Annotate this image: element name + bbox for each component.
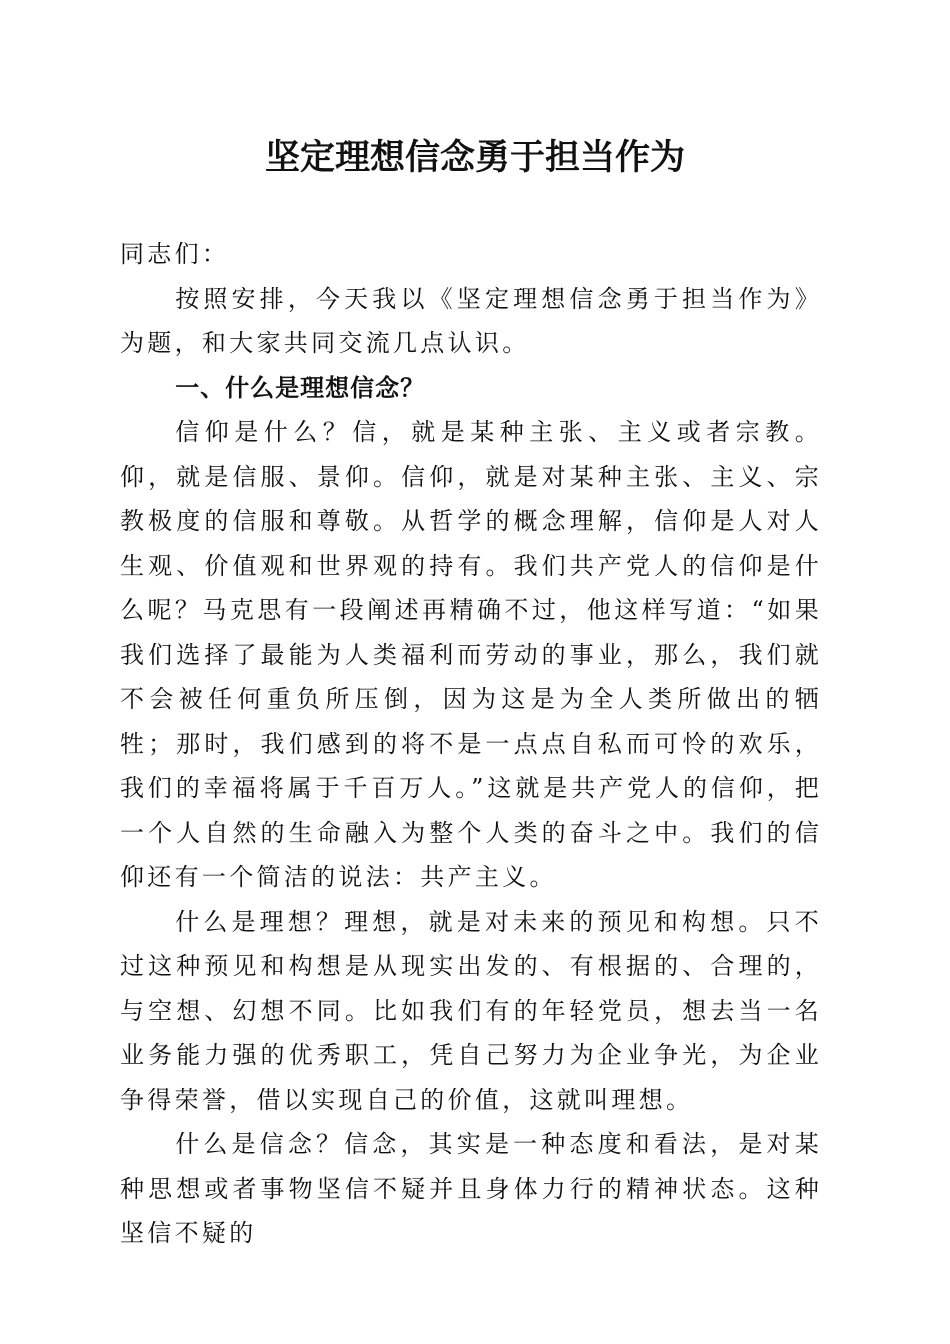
- faith-paragraph: 信仰是什么？信，就是某种主张、主义或者宗教。仰，就是信服、景仰。信仰，就是对某种主张、主义、宗教极度的信服和尊敬。从哲学的概念理解，信仰是人对人生观、价值观和世界观的持有。我们共产党人的信仰是什么呢？马克思有一段阐述再精确不过，他这样写道：“如果我们选择了最能为人类福利而劳动的事业，那么，我们就不会被任何重负所压倒，因为这是为全人类所做出的牺牲；那时，我们感到的将不是一点点自私而可怜的欢乐，我们的幸福将属于千百万人。”这就是共产党人的信仰，把一个人自然的生命融入为整个人类的奋斗之中。我们的信仰还有一个简洁的说法：共产主义。: [120, 418, 822, 891]
- belief-paragraph: 什么是信念？信念，其实是一种态度和看法，是对某种思想或者事物坚信不疑并且身体力行的精神状态。这种坚信不疑的: [120, 1130, 822, 1247]
- ideal-paragraph: 什么是理想？理想，就是对未来的预见和构想。只不过这种预见和构想是从现实出发的、有根据的、合理的，与空想、幻想不同。比如我们有的年轻党员，想去当一名业务能力强的优秀职工，凭自己努力为企业争光，为企业争得荣誉，借以实现自己的价值，这就叫理想。: [120, 907, 822, 1114]
- salutation: 同志们：: [120, 240, 230, 268]
- document-body: [120, 232, 822, 1256]
- document-title: 坚定理想信念勇于担当作为: [264, 137, 685, 178]
- intro-paragraph: 按照安排，今天我以《坚定理想信念勇于担当作为》为题，和大家共同交流几点认识。: [120, 284, 822, 357]
- section-heading: 一、什么是理想信念？: [175, 373, 426, 402]
